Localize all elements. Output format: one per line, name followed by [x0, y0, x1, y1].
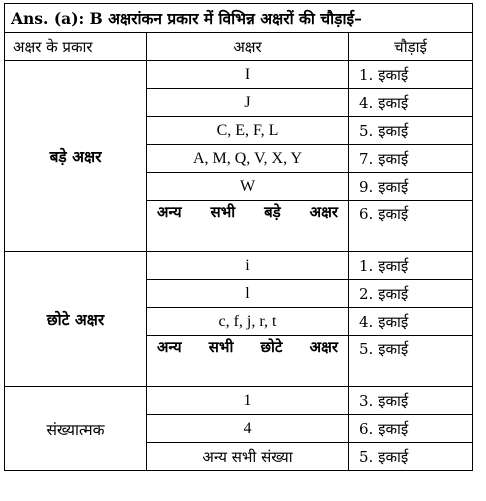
table-title — [5, 4, 473, 33]
letters-cell: 4 — [147, 415, 349, 443]
letters-cell: W — [147, 173, 349, 201]
letters-cell: अन्य सभी संख्या — [147, 443, 349, 471]
letters-cell: A, M, Q, V, X, Y — [147, 145, 349, 173]
group-type-numeric: संख्यात्मक — [5, 387, 147, 471]
width-cell: 2. इकाई — [349, 280, 473, 308]
letters-cell — [147, 336, 349, 387]
width-cell: 6. इकाई — [349, 201, 473, 252]
letters-cell: l — [147, 280, 349, 308]
width-cell: 1. इकाई — [349, 252, 473, 280]
width-cell: 3. इकाई — [349, 387, 473, 415]
letters-other-small: अन्य सभी छोटे अक्षर — [157, 338, 338, 356]
letter-width-table — [4, 3, 473, 471]
group-type-small: छोटे अक्षर — [5, 252, 147, 387]
letters-other-capital: अन्य सभी बड़े अक्षर — [157, 203, 338, 221]
width-cell: 4. इकाई — [349, 308, 473, 336]
width-cell: 4. इकाई — [349, 89, 473, 117]
title-prefix: Ans. (a): — [11, 9, 85, 28]
letters-cell: 1 — [147, 387, 349, 415]
width-cell: 7. इकाई — [349, 145, 473, 173]
letters-cell: c, f, j, r, t — [147, 308, 349, 336]
letters-cell — [147, 201, 349, 252]
group-type-capital: बड़े अक्षर — [5, 61, 147, 252]
letters-cell: C, E, F, L — [147, 117, 349, 145]
width-cell: 6. इकाई — [349, 415, 473, 443]
width-cell: 5. इकाई — [349, 336, 473, 387]
letters-cell: i — [147, 252, 349, 280]
letters-cell: I — [147, 61, 349, 89]
width-cell: 5. इकाई — [349, 443, 473, 471]
header-width: चौड़ाई — [349, 33, 473, 61]
width-cell: 1. इकाई — [349, 61, 473, 89]
width-cell: 5. इकाई — [349, 117, 473, 145]
title-text: B अक्षरांकन प्रकार में विभिन्न अक्षरों की चौड़ाई– — [84, 9, 362, 28]
header-letters: अक्षर — [147, 33, 349, 61]
width-cell: 9. इकाई — [349, 173, 473, 201]
header-letter-type: अक्षर के प्रकार — [5, 33, 147, 61]
letters-cell: J — [147, 89, 349, 117]
